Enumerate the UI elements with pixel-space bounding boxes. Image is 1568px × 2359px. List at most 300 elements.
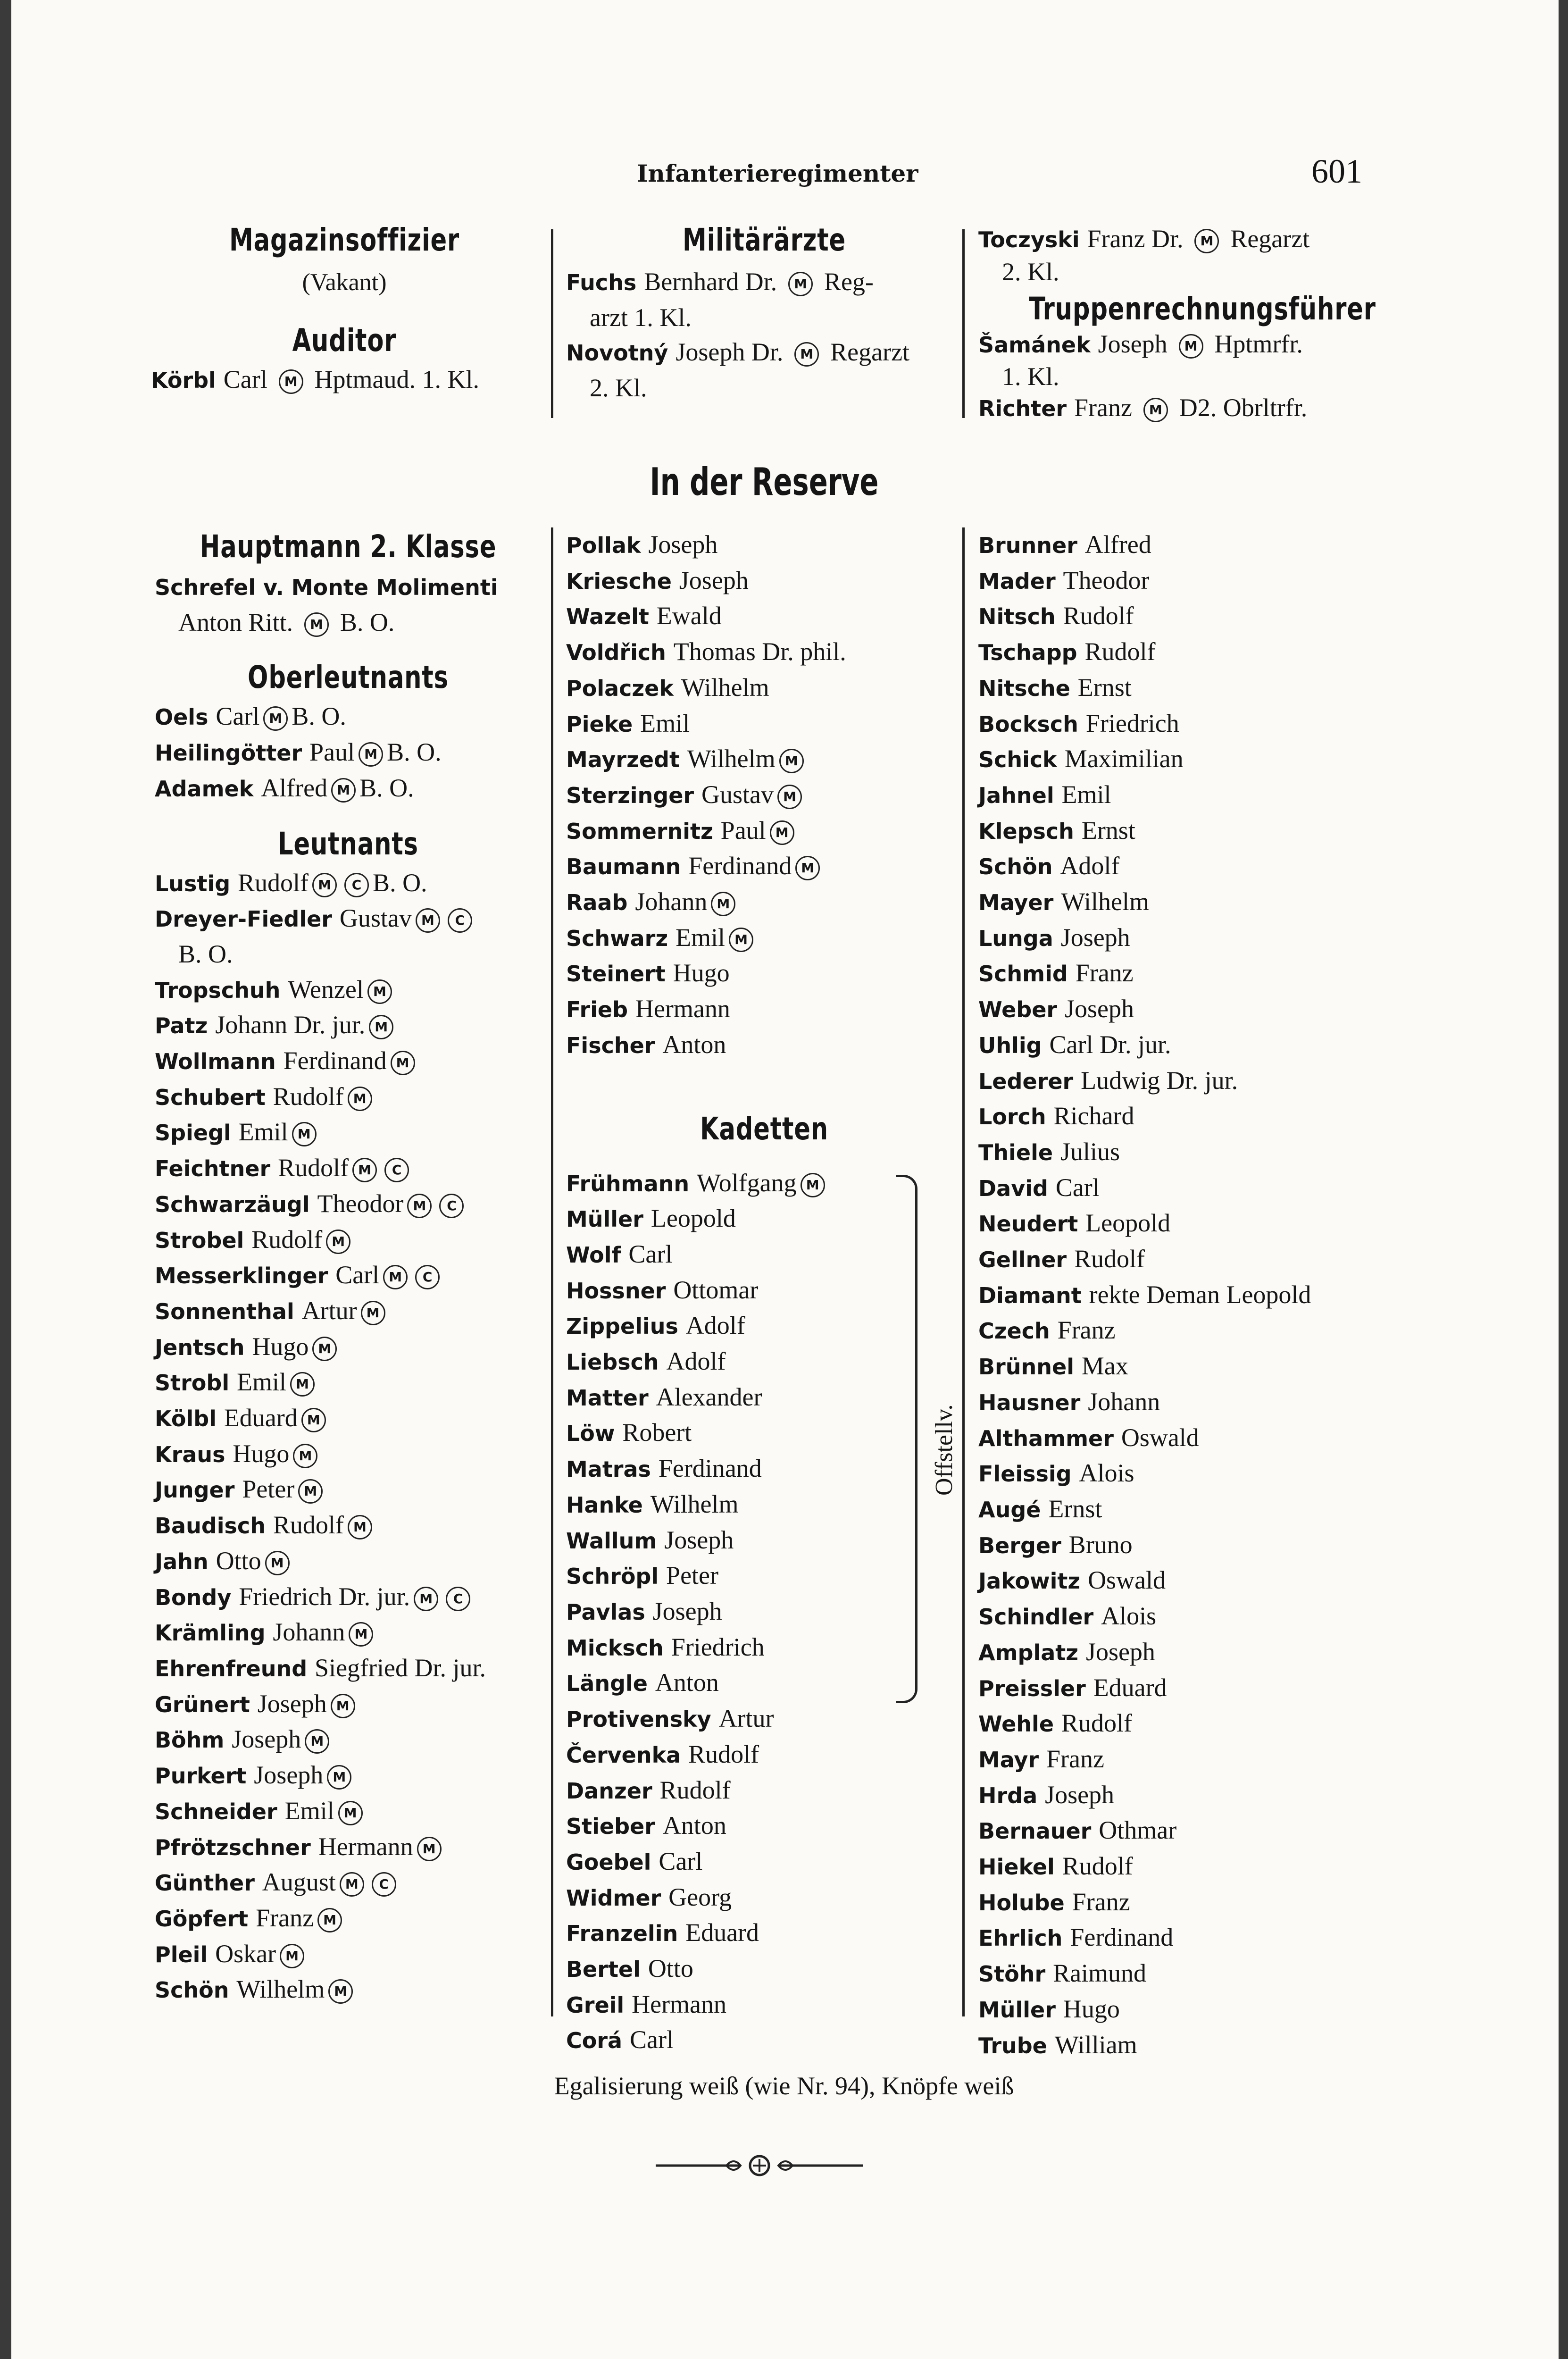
samanek-first: Joseph [1098, 329, 1168, 358]
merit-medal-icon: M [383, 1265, 408, 1289]
leutnant-row [155, 1008, 542, 1044]
col3 [978, 527, 1426, 2063]
reserve-row [978, 1492, 1426, 1528]
merit-medal-icon: M [292, 1122, 317, 1146]
leutnant-row-given: Rudolf [273, 1511, 344, 1539]
oberleutnant-row-given: Alfred [261, 773, 328, 802]
kadett-row-given: Carl [659, 1847, 703, 1875]
reserve-row-given: Rudolf [1062, 1852, 1133, 1881]
samanek-rank-cont: 1. Kl. [1002, 362, 1059, 391]
reserve-row-surname: Hausner [978, 1389, 1081, 1415]
reserve-row-given: Joseph [1085, 1637, 1155, 1666]
merit-medal-icon: M [352, 1158, 377, 1182]
toczyski-line [978, 222, 1426, 258]
reserve-row [978, 670, 1426, 706]
reserve-row-surname: Mader [978, 568, 1056, 594]
kadett-row-given: Joseph [652, 1597, 722, 1625]
merit-medal-icon: M [301, 1408, 326, 1432]
leutnant-row [155, 1258, 542, 1294]
novotny-rank-cont: 2. Kl. [590, 374, 647, 402]
oberleutnants-list [155, 699, 542, 806]
top-col2 [566, 222, 962, 406]
leutnant-row-surname: Schön [155, 1977, 229, 2003]
kadett-row-surname: Protivensky [566, 1707, 711, 1732]
merit-medal-icon: M [317, 1908, 342, 1932]
reserve-row-surname: Weber [978, 997, 1058, 1023]
leutnant-row [155, 1187, 542, 1222]
leutnant-row [155, 1365, 542, 1401]
leutnant-row [155, 937, 542, 972]
column-rule-top-1 [551, 229, 553, 418]
reserve-row-surname: David [978, 1175, 1048, 1201]
reserve-row-given: Joseph [679, 566, 749, 594]
leutnant-row [155, 1580, 542, 1615]
leutnant-row-surname: Schubert [155, 1084, 266, 1110]
merit-medal-icon: M [312, 1337, 337, 1361]
auditor-rank: Hptmaud. 1. Kl. [314, 365, 480, 393]
reserve-row-surname: Bocksch [978, 711, 1078, 737]
col1 [155, 528, 542, 2008]
kadett-row-surname: Längle [566, 1671, 648, 1697]
reserve-row-given: Bruno [1068, 1530, 1133, 1559]
cross-decoration-icon: C [415, 1265, 440, 1289]
reserve-list-2 [566, 527, 962, 1063]
reserve-row-given: Franz [1075, 959, 1134, 987]
leutnant-row-given: Rudolf [278, 1154, 349, 1182]
kadett-row-surname: Matras [566, 1456, 651, 1482]
richter-line [978, 391, 1426, 427]
novotny-name: Novotný [566, 340, 668, 366]
leutnant-row-given: Emil [237, 1368, 287, 1397]
fuchs-rank-cont: arzt 1. Kl. [590, 303, 692, 332]
leutnant-row [155, 1972, 542, 2008]
footer-note: Egalisierung weiß (wie Nr. 94), Knöpfe weiß [554, 2072, 1014, 2100]
leutnants-heading: Leutnants [278, 825, 418, 862]
reserve-row-given: Theodor [1063, 566, 1150, 594]
reserve-row-surname: Lorch [978, 1104, 1046, 1130]
merit-medal-icon: M [327, 1765, 351, 1790]
reserve-row [978, 742, 1426, 778]
reserve-row [978, 1099, 1426, 1135]
reserve-row-surname: Mayer [978, 890, 1054, 916]
oberleutnant-row [155, 771, 542, 807]
merit-medal-icon: M [312, 873, 337, 897]
reserve-row-surname: Nitsche [978, 675, 1070, 701]
kadett-row-given: Adolf [685, 1311, 745, 1340]
leutnant-row [155, 1508, 542, 1544]
reserve-row [978, 849, 1426, 885]
reserve-row-surname: Frieb [566, 997, 628, 1023]
merit-medal-icon: M [795, 856, 820, 880]
reserve-row [566, 1028, 962, 1063]
reserve-row-given: Johann [1088, 1387, 1160, 1416]
reserve-row-given: Rudolf [1074, 1245, 1145, 1273]
merit-medal-icon: M [348, 1515, 372, 1539]
kadett-row-given: Ottomar [673, 1275, 759, 1304]
leutnant-row [155, 1472, 542, 1508]
oberleutnants-heading: Oberleutnants [248, 659, 449, 696]
reserve-row [978, 992, 1426, 1028]
leutnant-row [155, 1615, 542, 1651]
brace-label: Offstellv. [931, 1404, 958, 1496]
cross-decoration-icon: C [439, 1194, 464, 1218]
reserve-row-surname: Gellner [978, 1247, 1067, 1273]
leutnant-row-given: Friedrich Dr. jur. [239, 1582, 410, 1611]
leutnant-row-surname: Dreyer-Fiedler [155, 906, 332, 932]
reserve-row [978, 1671, 1426, 1707]
reserve-row-surname: Mayrzedt [566, 747, 680, 773]
reserve-row-surname: Lunga [978, 925, 1053, 951]
reserve-row [978, 1992, 1426, 2028]
reserve-row [566, 563, 962, 599]
reserve-row [978, 1278, 1426, 1313]
cross-decoration-icon: C [448, 908, 472, 933]
reserve-row [566, 885, 962, 920]
column-rule-1 [551, 527, 553, 2016]
leutnant-row-surname: Grünert [155, 1691, 250, 1717]
oberleutnant-row-suffix: B. O. [359, 773, 414, 802]
reserve-row-surname: Hiekel [978, 1854, 1055, 1880]
reserve-row [978, 527, 1426, 563]
kadett-row-given: Carl [628, 1239, 673, 1268]
reserve-row-given: Franz [1046, 1744, 1104, 1773]
reserve-row [978, 1778, 1426, 1814]
auditor-name: Körbl [151, 368, 216, 393]
leutnant-row-given: Siegfried Dr. jur. [315, 1653, 486, 1682]
kadett-row [566, 1916, 962, 1951]
right-page-edge [1559, 0, 1568, 2359]
reserve-row-surname: Sterzinger [566, 782, 694, 808]
leutnant-row-surname: Schwarzäugl [155, 1191, 310, 1217]
toczyski-first: Franz Dr. [1087, 225, 1184, 253]
leutnant-row-surname: Purkert [155, 1763, 247, 1789]
merit-medal-icon: M [779, 749, 804, 773]
merit-medal-icon: M [359, 742, 383, 767]
reserve-row-surname: Müller [978, 1997, 1056, 2023]
fuchs-first: Bernhard Dr. [644, 268, 777, 296]
kadett-row-surname: Müller [566, 1206, 643, 1232]
reserve-row-surname: Steinert [566, 961, 666, 987]
reserve-row-surname: Pollak [566, 533, 641, 558]
reserve-row-given: Joseph [648, 530, 718, 559]
reserve-row-given: Oswald [1121, 1423, 1199, 1452]
kadett-row [566, 1808, 962, 1844]
leutnant-row-surname: Lustig [155, 870, 231, 896]
kadett-row-surname: Zippelius [566, 1313, 678, 1339]
kadett-row-given: Peter [666, 1561, 718, 1590]
kadett-row-surname: Hanke [566, 1492, 643, 1518]
reserve-row-given: Emil [1061, 780, 1111, 809]
richter-first: Franz [1074, 393, 1132, 422]
kadett-row-given: Robert [622, 1418, 692, 1447]
kadett-row-given: Rudolf [688, 1740, 759, 1768]
leutnant-row-given: Wenzel [288, 975, 364, 1004]
reserve-row [566, 778, 962, 813]
reserve-row-given: Julius [1060, 1137, 1120, 1166]
oberleutnant-row-suffix: B. O. [387, 738, 442, 767]
merit-medal-icon: M [304, 612, 329, 637]
merit-medal-icon: M [794, 342, 819, 367]
leutnants-list [155, 866, 542, 2008]
oberleutnant-row-surname: Heilingötter [155, 740, 302, 766]
kadett-row-surname: Micksch [566, 1635, 664, 1661]
merit-medal-icon: M [298, 1479, 323, 1504]
schrefel-first: Anton Ritt. [178, 608, 293, 636]
reserve-row [978, 635, 1426, 670]
reserve-row-surname: Jahnel [978, 782, 1054, 808]
kadett-row [566, 2023, 962, 2058]
leutnant-row [155, 1937, 542, 1973]
merit-medal-icon: M [416, 908, 440, 933]
leutnant-row-surname: Strobel [155, 1227, 244, 1253]
merit-medal-icon: M [293, 1444, 317, 1468]
merit-medal-icon: M [369, 1015, 393, 1039]
leutnant-row-given: Gustav [339, 904, 412, 933]
reserve-row-surname: Baumann [566, 854, 681, 880]
reserve-row-surname: Fischer [566, 1032, 655, 1058]
reserve-row-given: Wilhelm [1061, 887, 1149, 916]
kadett-row [566, 1773, 962, 1809]
leutnant-row [155, 1687, 542, 1723]
novotny-rank: Regarzt [830, 338, 910, 367]
leutnant-row-given: Carl [335, 1261, 380, 1289]
leutnant-row-surname: Böhm [155, 1727, 225, 1753]
reserve-row-given: Ludwig Dr. jur. [1081, 1066, 1238, 1095]
kadett-row-surname: Červenka [566, 1742, 681, 1768]
merit-medal-icon: M [1179, 334, 1203, 359]
reserve-row-surname: Schick [978, 747, 1057, 773]
reserve-heading: In der Reserve [650, 460, 879, 504]
leutnant-row-given: Franz [256, 1903, 314, 1932]
reserve-row [978, 706, 1426, 742]
reserve-row-given: Ewald [656, 602, 722, 630]
leutnant-row-given: Joseph [254, 1761, 324, 1790]
reserve-row-given: Oswald [1088, 1566, 1166, 1595]
reserve-row [978, 1421, 1426, 1456]
reserve-row-given: Ferdinand [688, 852, 792, 880]
leutnant-row-given: Hugo [233, 1439, 290, 1468]
leutnant-row-given: Emil [284, 1796, 334, 1825]
reserve-row [978, 2028, 1426, 2064]
kadett-row-surname: Corá [566, 2028, 623, 2054]
leutnant-row [155, 1794, 542, 1830]
leutnant-row [155, 1758, 542, 1794]
novotny-line [566, 335, 962, 371]
leutnant-row-given: Hermann [318, 1832, 413, 1861]
kadett-row-surname: Bertel [566, 1957, 641, 1983]
reserve-row-given: Maximilian [1064, 745, 1184, 773]
reserve-row [566, 849, 962, 885]
leutnant-row-given: Joseph [232, 1725, 301, 1754]
merit-medal-icon: M [777, 785, 802, 809]
merit-medal-icon: M [305, 1729, 329, 1754]
merit-medal-icon: M [263, 706, 288, 731]
kadett-row-surname: Matter [566, 1385, 649, 1411]
kadett-row-surname: Pavlas [566, 1599, 645, 1625]
kadett-row [566, 1737, 962, 1773]
leutnant-row-suffix: B. O. [373, 868, 427, 897]
leutnant-row-surname: Sonnenthal [155, 1298, 294, 1324]
reserve-row [978, 1849, 1426, 1885]
kadett-row-given: Artur [718, 1704, 774, 1733]
leutnant-row-surname: Jentsch [155, 1334, 245, 1360]
reserve-row-surname: Althammer [978, 1425, 1114, 1451]
reserve-row-given: rekte Deman Leopold [1089, 1280, 1311, 1309]
fuchs-rank: Reg- [824, 268, 874, 296]
reserve-row [978, 1313, 1426, 1349]
leutnant-row-surname: Bondy [155, 1584, 232, 1610]
leutnant-row-given: Rudolf [273, 1082, 344, 1111]
reserve-row-given: Leopold [1085, 1209, 1171, 1238]
kadetten-heading: Kadetten [700, 1110, 828, 1147]
merit-medal-icon: M [711, 892, 735, 916]
leutnant-row-surname: Feichtner [155, 1156, 271, 1182]
reserve-row-surname: Klepsch [978, 818, 1074, 844]
reserve-row-surname: Preissler [978, 1675, 1086, 1701]
kadett-row-surname: Schröpl [566, 1564, 659, 1589]
reserve-row-given: Joseph [1060, 923, 1130, 952]
leutnant-row [155, 1651, 542, 1687]
running-title: Infanterieregimenter [637, 159, 918, 187]
reserve-row-given: Wilhelm [687, 745, 776, 773]
reserve-row-given: Othmar [1099, 1816, 1177, 1845]
reserve-row-given: Eduard [1093, 1673, 1167, 1702]
samanek-line [978, 327, 1426, 363]
leutnant-row [155, 1901, 542, 1937]
kadett-row-surname: Frühmann [566, 1171, 690, 1196]
reserve-row-surname: Raab [566, 890, 628, 916]
merit-medal-icon: M [1143, 398, 1168, 422]
reserve-row [566, 920, 962, 956]
page-number: 601 [1311, 152, 1362, 190]
reserve-row-surname: Stöhr [978, 1961, 1046, 1987]
novotny-first: Joseph Dr. [676, 338, 784, 367]
reserve-row [978, 1349, 1426, 1385]
merit-medal-icon: M [328, 1979, 353, 2004]
leutnant-row [155, 1330, 542, 1365]
reserve-row-given: Rudolf [1084, 637, 1156, 666]
reserve-row [978, 1706, 1426, 1742]
reserve-row-surname: Mayr [978, 1747, 1039, 1773]
ornament-icon [656, 2151, 863, 2180]
merit-medal-icon: M [331, 1694, 355, 1718]
leutnant-row-given: Joseph [257, 1689, 327, 1718]
merit-medal-icon: M [279, 369, 303, 394]
leutnant-row [155, 1115, 542, 1151]
kadett-row-given: Anton [662, 1811, 726, 1840]
leutnant-row-given: Ferdinand [283, 1046, 387, 1075]
kadett-row-given: Otto [648, 1954, 693, 1983]
merit-medal-icon: M [391, 1051, 415, 1075]
kadett-row-surname: Wallum [566, 1528, 657, 1554]
merit-medal-icon: M [1194, 229, 1219, 253]
leutnant-row-surname: Pleil [155, 1941, 208, 1967]
reserve-row [978, 1742, 1426, 1778]
reserve-row-surname: Amplatz [978, 1640, 1079, 1665]
reserve-row-surname: Bernauer [978, 1818, 1092, 1844]
reserve-row [978, 1385, 1426, 1421]
reserve-row-given: Ernst [1081, 816, 1135, 845]
reserve-row [978, 778, 1426, 813]
reserve-row [978, 956, 1426, 992]
kadett-row-surname: Stieber [566, 1814, 655, 1840]
reserve-row [566, 956, 962, 992]
reserve-row [978, 563, 1426, 599]
kadett-row-given: Carl [630, 2025, 674, 2054]
reserve-row-surname: Diamant [978, 1282, 1082, 1308]
leutnant-row [155, 1830, 542, 1865]
reserve-row-given: Wilhelm [681, 673, 769, 702]
reserve-row [978, 1171, 1426, 1206]
leutnant-row [155, 1222, 542, 1258]
reserve-row-surname: Uhlig [978, 1032, 1042, 1058]
leutnant-row-given: Rudolf [251, 1225, 323, 1254]
leutnant-row-surname: Spiegl [155, 1120, 231, 1146]
reserve-row-given: Friedrich [1085, 709, 1179, 737]
reserve-row-surname: Trube [978, 2033, 1047, 2058]
merit-medal-icon: M [338, 1801, 363, 1825]
merit-medal-icon: M [349, 1622, 373, 1647]
richter-rank: D2. Obrltrfr. [1179, 393, 1308, 422]
kadett-row-given: Wolfgang [697, 1168, 797, 1197]
column-rule-top-2 [962, 229, 965, 418]
reserve-row-given: Paul [720, 816, 766, 845]
militaraerzte-heading: Militärärzte [682, 222, 846, 258]
cross-decoration-icon: C [372, 1872, 396, 1897]
leutnant-row-surname: Messerklinger [155, 1263, 328, 1289]
reserve-row [978, 1885, 1426, 1921]
reserve-row-surname: Schmid [978, 961, 1068, 987]
kadett-row-given: Friedrich [671, 1632, 765, 1661]
leutnant-row-surname: Schneider [155, 1799, 277, 1824]
merit-medal-icon: M [290, 1372, 315, 1397]
reserve-row-surname: Fleissig [978, 1461, 1072, 1487]
reserve-row-surname: Wehle [978, 1711, 1054, 1737]
kadett-row-surname: Liebsch [566, 1349, 659, 1375]
reserve-row-surname: Augé [978, 1497, 1041, 1522]
reserve-row-given: Emil [676, 923, 726, 952]
reserve-row [978, 1528, 1426, 1564]
kadett-row-surname: Franzelin [566, 1921, 678, 1947]
reserve-row [978, 1135, 1426, 1171]
reserve-row-given: Richard [1053, 1102, 1134, 1130]
toczyski-rank: Regarzt [1230, 225, 1310, 253]
merit-medal-icon: M [729, 928, 753, 952]
magazinsoffizier-heading: Magazinsoffizier [229, 222, 460, 258]
reserve-row [978, 1028, 1426, 1063]
toczyski-rank-cont: 2. Kl. [1002, 257, 1059, 286]
leutnant-row-surname: Wollmann [155, 1049, 276, 1075]
reserve-row-given: William [1054, 2030, 1137, 2059]
reserve-row-surname: Holube [978, 1890, 1065, 1916]
reserve-row-given: Rudolf [1061, 1709, 1132, 1738]
reserve-row-given: Ernst [1048, 1494, 1102, 1523]
reserve-row-given: Alfred [1084, 530, 1151, 559]
reserve-row [978, 1563, 1426, 1599]
reserve-row-given: Anton [662, 1030, 726, 1059]
reserve-row-given: Raimund [1053, 1959, 1147, 1988]
vacant-note: (Vakant) [302, 269, 387, 296]
reserve-row [566, 599, 962, 635]
kadett-row-given: Joseph [664, 1525, 734, 1554]
leutnant-row [155, 1437, 542, 1472]
leutnant-row-surname: Kölbl [155, 1406, 217, 1432]
reserve-row [978, 1813, 1426, 1849]
reserve-row-given: Gustav [701, 780, 774, 809]
kadett-row-given: Georg [668, 1882, 732, 1911]
brace [896, 1175, 917, 1703]
reserve-row [978, 1242, 1426, 1278]
